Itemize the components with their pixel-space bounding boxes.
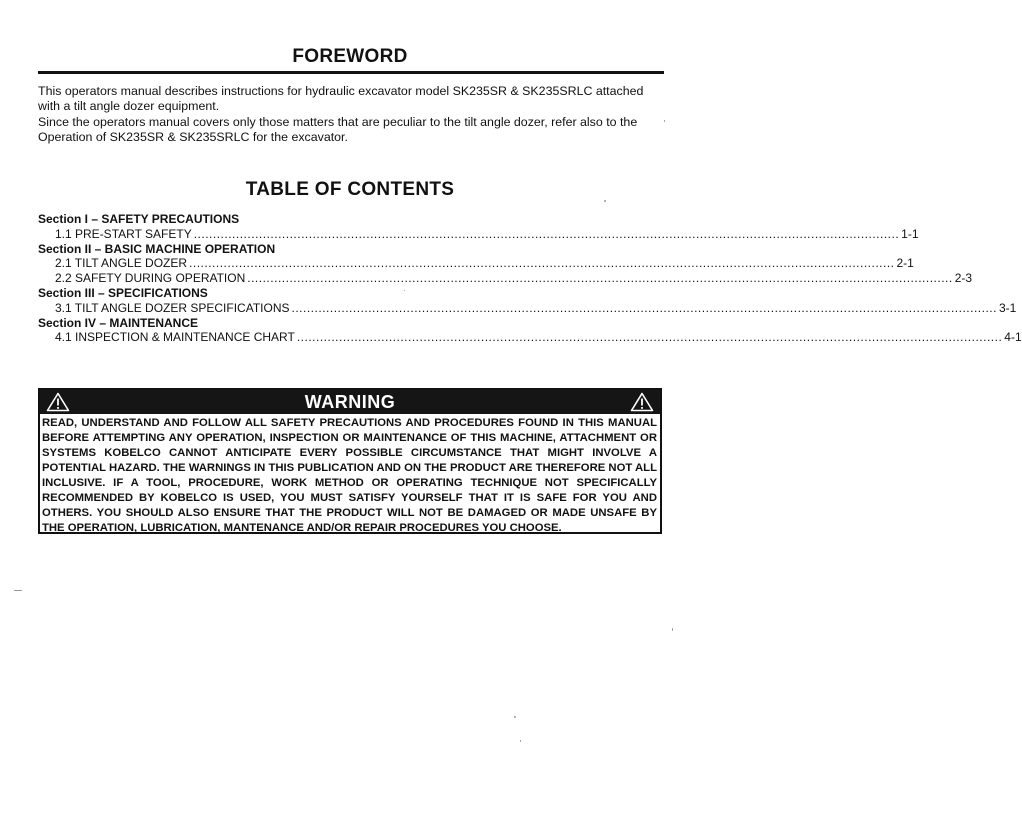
toc-section-heading: Section IV – MAINTENANCE <box>38 315 199 330</box>
toc-leader-dots: ........................................................................................................................................................................................ <box>291 300 997 315</box>
toc-entry-label: 4.1 INSPECTION & MAINTENANCE CHART <box>55 330 295 345</box>
toc-leader-dots: ........................................................................................................................................................................................ <box>193 226 900 241</box>
toc-entry[interactable] <box>38 271 973 286</box>
toc-title: TABLE OF CONTENTS <box>245 179 455 200</box>
toc-entry[interactable] <box>38 330 1022 345</box>
table-of-contents <box>38 212 1022 345</box>
foreword-body <box>38 84 666 146</box>
toc-section-heading: Section II – BASIC MACHINE OPERATION <box>38 241 276 256</box>
toc-entry[interactable] <box>38 226 919 242</box>
warning-triangle-icon <box>630 392 654 412</box>
toc-entry[interactable] <box>38 300 1017 316</box>
warning-triangle-icon <box>46 392 70 412</box>
toc-leader-dots: ........................................................................................................................................................................................ <box>296 330 1003 345</box>
warning-box <box>38 388 662 534</box>
title-rule <box>38 71 664 74</box>
warning-title: WARNING <box>304 391 396 412</box>
toc-section-heading: Section III – SPECIFICATIONS <box>38 285 208 300</box>
toc-entry-page: 2-3 <box>954 271 973 286</box>
toc-entry-label: 2.1 TILT ANGLE DOZER <box>55 256 188 271</box>
toc-entry-page: 4-1 <box>1004 330 1022 345</box>
toc-entry-label: 3.1 TILT ANGLE DOZER SPECIFICATIONS <box>55 300 290 315</box>
foreword-paragraph-1: This operators manual describes instructions for hydraulic excavator model SK235SR & SK235SRLC attached with a tilt angle dozer equipment. <box>38 84 644 113</box>
warning-text: READ, UNDERSTAND AND FOLLOW ALL SAFETY PRECAUTIONS AND PROCEDURES FOUND IN THIS MANUAL BEFORE ATTEMPTING ANY OPERATION, INSPECTION OR MAINTENANCE OF THIS MACHINE, ATTACHMENT OR SYSTEMS KOBELCO CANNOT ANTICIPATE EVERY POSSIBLE CIRCUMSTANCE THAT MIGHT INVOLVE A POTENTIAL HAZARD. THE WARNINGS IN THIS PUBLICATION AND ON THE PRODUCT ARE THEREFORE NOT ALL INCLUSIVE. IF A TOOL, PROCEDURE, WORK METHOD OR OPERATING TECHNIQUE NOT SPECIFICALLY RECOMMENDED BY KOBELCO IS USED, YOU MUST SATISFY YOURSELF THAT IT IS SAFE FOR YOU AND OTHERS. YOU SHOULD ALSO ENSURE THAT THE PRODUCT WILL NOT BE DAMAGED OR MADE UNSAFE BY THE OPERATION, LUBRICATION, MANTENANCE AND/OR REPAIR PROCEDURES YOU CHOOSE. <box>42 417 657 534</box>
toc-leader-dots: ........................................................................................................................................................................................ <box>247 271 953 286</box>
toc-entry-label: 2.2 SAFETY DURING OPERATION <box>55 271 246 286</box>
toc-entry-label: 1.1 PRE-START SAFETY <box>55 226 192 241</box>
toc-leader-dots: ........................................................................................................................................................................................ <box>189 256 895 271</box>
toc-section-heading: Section I – SAFETY PRECAUTIONS <box>38 212 240 226</box>
toc-entry-page: 3-1 <box>998 300 1017 315</box>
warning-header <box>40 390 660 414</box>
foreword-paragraph-2: Since the operators manual covers only those matters that are peculiar to the tilt angle dozer, refer also to the Operation of SK235SR & SK235SRLC for the excavator. <box>38 115 638 144</box>
toc-entry-page: 2-1 <box>896 256 914 271</box>
toc-entry-page: 1-1 <box>901 226 919 241</box>
foreword-title: FOREWORD <box>292 46 408 67</box>
toc-entry[interactable] <box>38 256 914 271</box>
